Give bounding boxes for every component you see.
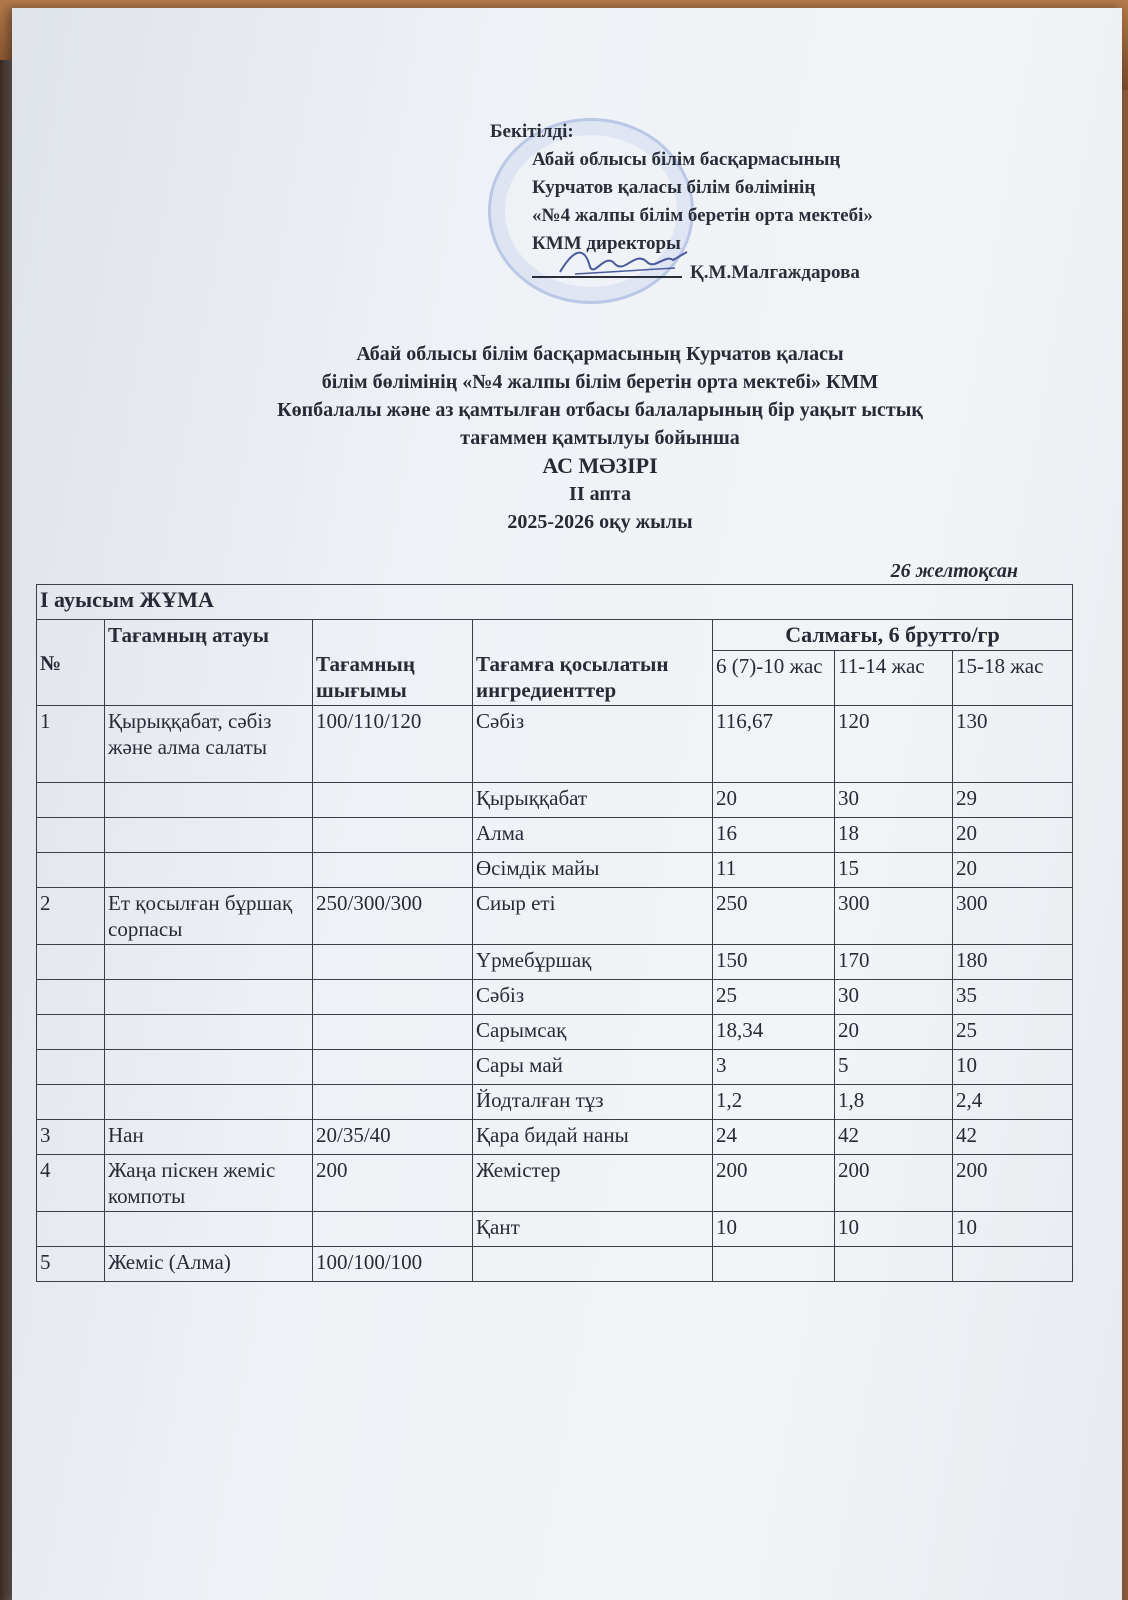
col-header-age-6-10: 6 (7)-10 жас: [713, 651, 835, 706]
row-yield: [313, 1085, 473, 1120]
row-yield: [313, 1015, 473, 1050]
school-year: 2025-2026 оқу жылы: [507, 511, 693, 533]
col-header-age-15-18: 15-18 жас: [953, 651, 1073, 706]
row-yield: [313, 818, 473, 853]
row-mass-6-10: [713, 1247, 835, 1282]
table-row: [37, 1212, 1073, 1247]
row-ingredient: Өсімдік майы: [473, 853, 713, 888]
table-row: [37, 706, 1073, 783]
row-dish: [105, 945, 313, 980]
row-number: 3: [37, 1120, 105, 1155]
row-mass-15-18: 130: [953, 706, 1073, 783]
approval-line-4: КММ директоры: [532, 233, 681, 254]
row-mass-6-10: 11: [713, 853, 835, 888]
row-number: [37, 783, 105, 818]
table-row: [37, 1085, 1073, 1120]
row-dish: [105, 980, 313, 1015]
row-mass-6-10: 250: [713, 888, 835, 945]
row-number: [37, 1050, 105, 1085]
row-mass-15-18: 20: [953, 818, 1073, 853]
col-header-dish-yield: Тағамның шығымы: [313, 620, 473, 706]
approval-line-2: Курчатов қаласы білім бөлімінің: [532, 177, 816, 198]
row-number: 1: [37, 706, 105, 783]
row-mass-11-14: 300: [835, 888, 953, 945]
row-mass-6-10: 200: [713, 1155, 835, 1212]
row-dish: [105, 783, 313, 818]
row-mass-11-14: 15: [835, 853, 953, 888]
table-row: [37, 945, 1073, 980]
row-yield: 20/35/40: [313, 1120, 473, 1155]
heading-line-2: білім бөлімінің «№4 жалпы білім беретін орта мектебі» КММ: [321, 371, 879, 393]
table-row: [37, 1120, 1073, 1155]
table-row: [37, 1015, 1073, 1050]
row-ingredient: Алма: [473, 818, 713, 853]
row-mass-15-18: 42: [953, 1120, 1073, 1155]
row-ingredient: Сәбіз: [473, 706, 713, 783]
row-mass-6-10: 10: [713, 1212, 835, 1247]
signer-name: Қ.М.Малгаждарова: [690, 262, 860, 283]
approval-label: Бекітілді:: [490, 121, 574, 142]
row-number: [37, 853, 105, 888]
row-yield: 100/110/120: [313, 706, 473, 783]
row-mass-11-14: 200: [835, 1155, 953, 1212]
row-ingredient: Қант: [473, 1212, 713, 1247]
shift-header: І ауысым ЖҰМА: [37, 585, 1073, 620]
row-dish: Жаңа піскен жеміс компоты: [105, 1155, 313, 1212]
row-mass-6-10: 3: [713, 1050, 835, 1085]
row-yield: [313, 980, 473, 1015]
row-dish: [105, 853, 313, 888]
row-mass-15-18: 35: [953, 980, 1073, 1015]
row-ingredient: Үрмебұршақ: [473, 945, 713, 980]
row-mass-15-18: 29: [953, 783, 1073, 818]
row-ingredient: Жемістер: [473, 1155, 713, 1212]
row-mass-6-10: 18,34: [713, 1015, 835, 1050]
table-row: [37, 1247, 1073, 1282]
row-yield: [313, 783, 473, 818]
row-yield: 100/100/100: [313, 1247, 473, 1282]
row-number: 4: [37, 1155, 105, 1212]
row-dish: Қырыққабат, сәбіз және алма салаты: [105, 706, 313, 783]
row-number: [37, 1015, 105, 1050]
row-yield: [313, 1212, 473, 1247]
row-mass-11-14: 1,8: [835, 1085, 953, 1120]
row-mass-6-10: 1,2: [713, 1085, 835, 1120]
row-dish: [105, 1050, 313, 1085]
col-header-dish-name: Тағамның атауы: [105, 620, 313, 706]
col-header-number: №: [37, 620, 105, 706]
row-mass-11-14: 10: [835, 1212, 953, 1247]
row-mass-11-14: 30: [835, 783, 953, 818]
table-row: [37, 1155, 1073, 1212]
row-ingredient: Сары май: [473, 1050, 713, 1085]
row-mass-11-14: 18: [835, 818, 953, 853]
row-yield: 200: [313, 1155, 473, 1212]
row-dish: [105, 818, 313, 853]
table-row: [37, 853, 1073, 888]
row-dish: Ет қосылған бұршақ сорпасы: [105, 888, 313, 945]
row-dish: Жеміс (Алма): [105, 1247, 313, 1282]
handwritten-signature: [555, 242, 695, 282]
menu-date: 26 желтоқсан: [890, 560, 1018, 582]
col-header-age-11-14: 11-14 жас: [835, 651, 953, 706]
approval-line-3: «№4 жалпы білім беретін орта мектебі»: [532, 205, 873, 226]
row-mass-15-18: 20: [953, 853, 1073, 888]
row-number: [37, 945, 105, 980]
row-number: [37, 818, 105, 853]
row-mass-6-10: 25: [713, 980, 835, 1015]
row-number: [37, 1212, 105, 1247]
table-row: [37, 1050, 1073, 1085]
col-header-mass: Салмағы, 6 брутто/гр: [713, 620, 1073, 651]
menu-table: [36, 584, 1073, 1282]
row-mass-15-18: 10: [953, 1212, 1073, 1247]
row-mass-15-18: 200: [953, 1155, 1073, 1212]
row-yield: [313, 1050, 473, 1085]
row-number: [37, 980, 105, 1015]
row-ingredient: Сарымсақ: [473, 1015, 713, 1050]
row-mass-15-18: 180: [953, 945, 1073, 980]
row-number: 5: [37, 1247, 105, 1282]
row-ingredient: Сәбіз: [473, 980, 713, 1015]
row-number: [37, 1085, 105, 1120]
col-header-ingredients: Тағамға қосылатын ингредиенттер: [473, 620, 713, 706]
row-mass-6-10: 24: [713, 1120, 835, 1155]
row-yield: [313, 853, 473, 888]
row-dish: Нан: [105, 1120, 313, 1155]
row-mass-15-18: 2,4: [953, 1085, 1073, 1120]
row-yield: [313, 945, 473, 980]
row-mass-11-14: 20: [835, 1015, 953, 1050]
row-mass-15-18: 25: [953, 1015, 1073, 1050]
row-mass-6-10: 116,67: [713, 706, 835, 783]
week-label: ІІ апта: [569, 483, 631, 505]
row-mass-15-18: 10: [953, 1050, 1073, 1085]
approval-line-1: Абай облысы білім басқармасының: [532, 149, 841, 170]
row-ingredient: Сиыр еті: [473, 888, 713, 945]
row-ingredient: Йодталған тұз: [473, 1085, 713, 1120]
table-row: [37, 888, 1073, 945]
row-mass-15-18: [953, 1247, 1073, 1282]
row-mass-15-18: 300: [953, 888, 1073, 945]
heading-line-1: Абай облысы білім басқармасының Курчатов қаласы: [356, 343, 844, 365]
row-mass-11-14: [835, 1247, 953, 1282]
row-mass-11-14: 30: [835, 980, 953, 1015]
row-ingredient: Қара бидай наны: [473, 1120, 713, 1155]
row-mass-6-10: 16: [713, 818, 835, 853]
row-mass-11-14: 42: [835, 1120, 953, 1155]
row-yield: 250/300/300: [313, 888, 473, 945]
document-heading: [160, 340, 1040, 536]
row-dish: [105, 1212, 313, 1247]
row-dish: [105, 1015, 313, 1050]
row-mass-11-14: 5: [835, 1050, 953, 1085]
row-mass-11-14: 120: [835, 706, 953, 783]
row-mass-6-10: 20: [713, 783, 835, 818]
row-mass-11-14: 170: [835, 945, 953, 980]
row-number: 2: [37, 888, 105, 945]
row-ingredient: [473, 1247, 713, 1282]
row-mass-6-10: 150: [713, 945, 835, 980]
heading-line-4: тағаммен қамтылуы бойынша: [460, 427, 740, 449]
menu-title: АС МӘЗІРІ: [542, 453, 658, 478]
row-ingredient: Қырыққабат: [473, 783, 713, 818]
heading-line-3: Көпбалалы және аз қамтылған отбасы балаларының бір уақыт ыстық: [277, 399, 923, 421]
table-row: [37, 818, 1073, 853]
table-row: [37, 980, 1073, 1015]
table-row: [37, 783, 1073, 818]
row-dish: [105, 1085, 313, 1120]
